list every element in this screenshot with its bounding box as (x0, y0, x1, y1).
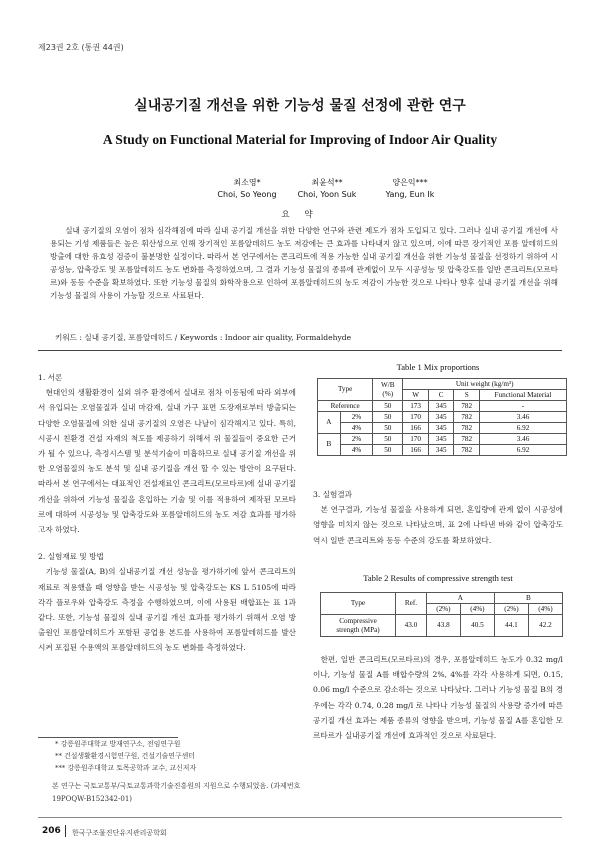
table-cell: 166 (403, 445, 429, 456)
table-cell: 40.5 (460, 615, 494, 637)
mix-proportions-table (317, 378, 567, 456)
conclusion-text: 한편, 일반 콘크리트(모르타르)의 경우, 포름알데히드 농도가 0.32 mg/l 이나, 기능성 물질 A를 배합수량의 2%, 4%를 각각 사용하게 되면, 0.15, 0.06 mg/l 수준으로 감소하는 것으로 나타났다. 그러나 기능성 물질 B의 경우에는 각각 0.74, 0.28 mg/l 로 나타나 기능성 물질의 사용량 증가에 따른 공기질 개선 효과는 제품 종류의 영향을 받으며, 기능성 물질 A를 혼입한 모르타르가 실내공기질 개선에 효과적인 것으로 사료된다. (313, 655, 563, 741)
journal-name: 한국구조물진단유지관리공학회 (72, 829, 167, 837)
table-cell: 170 (403, 412, 429, 423)
table-cell: 170 (403, 434, 429, 445)
page-number: 206 (42, 826, 61, 836)
t1-header-wb: W/B (%) (373, 379, 403, 401)
t1-header-s: S (454, 390, 480, 401)
table-row (321, 615, 563, 637)
table-cell: 2% (340, 412, 373, 423)
t2-header-ref: Ref. (396, 593, 427, 615)
author-1-english: Choi, So Yeong (217, 190, 277, 199)
intro-text: 현대인의 생활환경이 실외 위주 환경에서 실내로 점차 이동됨에 따라 외부에서 유입되는 오염물질과 실내 마감재, 실내 가구 표면 도장재로부터 방출되는 다양한 오염물질에 의한 실내 공기질의 오염은 나날이 심각해지고 있다. 특히, 시공시 친환경 건설 자재의 척도를 제공하기 위해서 위 물질들이 중요한 근거가 될 수 있으나, 측정시스템 및 분석기술이 미흡하므로 실내 공기질 개선을 위한 오염물질의 농도 분석 및 실내 공기질을 개선 할 수 있는 방안이 요구된다. 따라서 본 연구에서는 대표적인 건설재료인 콘크리트(모르타르)에 실내 공기질 개선을 위하여 기능성 물질을 혼입하는 기술 및 이를 적용하여 제작된 모르타르에 대하여 시공성능 및 압축강도와 포름알데히드의 농도 저감 효과를 평가하고자 하였다. (38, 388, 296, 535)
funding-note: 본 연구는 국토교통부/국토교통과학기술진흥원의 지원으로 수행되었음. (과제번호 19POQW-B152342-01) (52, 782, 301, 803)
abstract-heading: 요 약 (281, 210, 319, 220)
table-cell: B (318, 434, 341, 456)
abstract-text: 실내 공기질의 오염이 점차 심각해짐에 따라 실내 공기질 개선을 위한 다양한 연구와 관련 제도가 점차 도입되고 있다. 그러나 실내 공기질 개선에 사용되는 기성 제품들은 높은 휘산성으로 인해 장기적인 포름알데히드 농도 저감에는 큰 효과를 나타내지 않고 있으며, 이에 따른 장기적인 포름 알데히드의 방출에 대한 유효성 검증이 불분명한 실정이다. 따라서 본 연구에서는 콘크리트에 적용 가능한 실내 공기질 개선을 위한 기능성 물질을 선정하기 위하여 시공성능, 압축강도 및 포름알데히드 농도 변화를 측정하였으며, 그 결과 기능성 물질의 종류에 관계없이 모두 시공성능 및 압축강도를 일반 콘크리트(모르타르)와 동등 수준을 확보하였다. 또한 기능성 물질의 화학작용으로 인하여 포름알데히드의 농도 저감이 가능한 것으로 나타나 향후 실내 공기질 개선을 위해 기능성 물질의 사용이 가능할 것으로 사료된다. (50, 226, 558, 301)
t2-header-a2: (2%) (426, 604, 460, 615)
keywords-divider (38, 350, 562, 351)
table-cell: 3.46 (480, 412, 567, 423)
t1-header-type: Type (318, 379, 373, 401)
footnote-1: * 강릉원주대학교 방재연구소, 전임연구원 (55, 740, 181, 748)
table-cell: 50 (373, 412, 403, 423)
author-3-korean: 양은익*** (392, 178, 428, 187)
table-row (318, 401, 567, 412)
table-cell: 345 (428, 423, 454, 434)
english-title: A Study on Functional Material for Improving of Indoor Air Quality (102, 132, 498, 147)
t2-header-a: A (426, 593, 494, 604)
table-row (318, 423, 567, 434)
table-cell: 782 (454, 401, 480, 412)
results-heading: 3. 실험결과 (313, 490, 353, 499)
author-3-english: Yang, Eun Ik (385, 190, 435, 199)
table-cell: 43.8 (426, 615, 460, 637)
t1-header-unit-weight: Unit weight (kg/m³) (403, 379, 567, 390)
footnote-3: *** 강릉원주대학교 토목공학과 교수, 교신저자 (55, 764, 197, 772)
intro-heading: 1. 서론 (38, 373, 63, 382)
table-cell: 782 (454, 412, 480, 423)
t2-header-b: B (494, 593, 562, 604)
author-3 (355, 177, 465, 201)
t2-row-label: Compressive strength (MPa) (321, 615, 396, 637)
volume-info: 제23권 2호 (통권 44권) (38, 43, 124, 52)
table-cell: 345 (428, 434, 454, 445)
table-cell: 4% (340, 423, 373, 434)
results-text: 본 연구결과, 기능성 물질을 사용하게 되면, 혼입량에 관계 없이 시공성에 영향을 미치지 않는 것으로 나타났으며, 표 2에 나타낸 바와 같이 압축강도 역시 일반 콘크리트와 동등 수준의 강도를 확보하였다. (313, 505, 563, 545)
results-section (313, 487, 563, 548)
table-cell: - (480, 401, 567, 412)
table-row (318, 412, 567, 423)
table-cell: 42.2 (528, 615, 562, 637)
table-cell: 3.46 (480, 434, 567, 445)
footer-divider (38, 817, 562, 818)
t1-header-w: W (403, 390, 429, 401)
method-text: 기능성 물질(A, B)의 실내공기질 개선 성능을 평가하기에 앞서 콘크리트의 재료로 적용했을 때 영향을 받는 시공성능 및 압축강도는 KS L 5105에 따라 각각 플로우와 압축강도 측정을 수행하였으며, 이에 사용된 배합표는 표 1과 같다. 또한, 기능성 물질의 실내 공기질 개선 효과를 평가하기 위해서 오염 방출원인 포름알데히드가 포함된 공업용 본드를 사용하여 포름알데히드를 발산시켜 포집된 수용액의 포름알데히드의 농도 변화를 측정하였다. (38, 567, 296, 653)
table-cell: 6.92 (480, 445, 567, 456)
table-cell: 782 (454, 434, 480, 445)
table-cell: 43.0 (396, 615, 427, 637)
table-cell: 782 (454, 423, 480, 434)
t1-header-c: C (428, 390, 454, 401)
t2-header-type: Type (321, 593, 396, 615)
table-cell: A (318, 412, 341, 434)
footnote-2: ** 건설생활환경시험연구원, 건설기술연구센터 (55, 752, 195, 760)
t1-header-fm: Functional Material (480, 390, 567, 401)
author-2-english: Choi, Yoon Suk (297, 190, 357, 199)
table-cell: 4% (340, 445, 373, 456)
table-cell: 44.1 (494, 615, 528, 637)
table-cell: 50 (373, 434, 403, 445)
t2-header-b2: (2%) (494, 604, 528, 615)
table-cell: 50 (373, 445, 403, 456)
compressive-strength-table (320, 592, 563, 637)
table1-title: Table 1 Mix proportions (396, 362, 480, 372)
method-heading: 2. 실험재료 및 방법 (38, 552, 104, 562)
table-cell: 345 (428, 401, 454, 412)
table-cell: 782 (454, 445, 480, 456)
table-cell: 173 (403, 401, 429, 412)
author-1-korean: 최소영* (233, 178, 261, 187)
korean-title: 실내공기질 개선을 위한 기능성 물질 선정에 관한 연구 (134, 98, 466, 114)
table-cell: Reference (318, 401, 373, 412)
table-cell: 2% (340, 434, 373, 445)
t2-header-a4: (4%) (460, 604, 494, 615)
table-cell: 345 (428, 412, 454, 423)
table-cell: 50 (373, 401, 403, 412)
table-row (318, 434, 567, 445)
t2-header-b4: (4%) (528, 604, 562, 615)
left-column (38, 370, 296, 656)
footer-separator (65, 825, 66, 837)
table-cell: 345 (428, 445, 454, 456)
conclusion-section (313, 652, 563, 743)
table2-title: Table 2 Results of compressive strength test (363, 573, 513, 583)
table-cell: 6.92 (480, 423, 567, 434)
table-cell: 166 (403, 423, 429, 434)
author-2-korean: 최윤석** (311, 178, 343, 187)
table-row (318, 445, 567, 456)
keywords: 키워드 : 실내 공기질, 포름알데히드 / Keywords : Indoor air quality, Formaldehyde (55, 333, 352, 342)
footnotes (55, 738, 295, 774)
table-cell: 50 (373, 423, 403, 434)
